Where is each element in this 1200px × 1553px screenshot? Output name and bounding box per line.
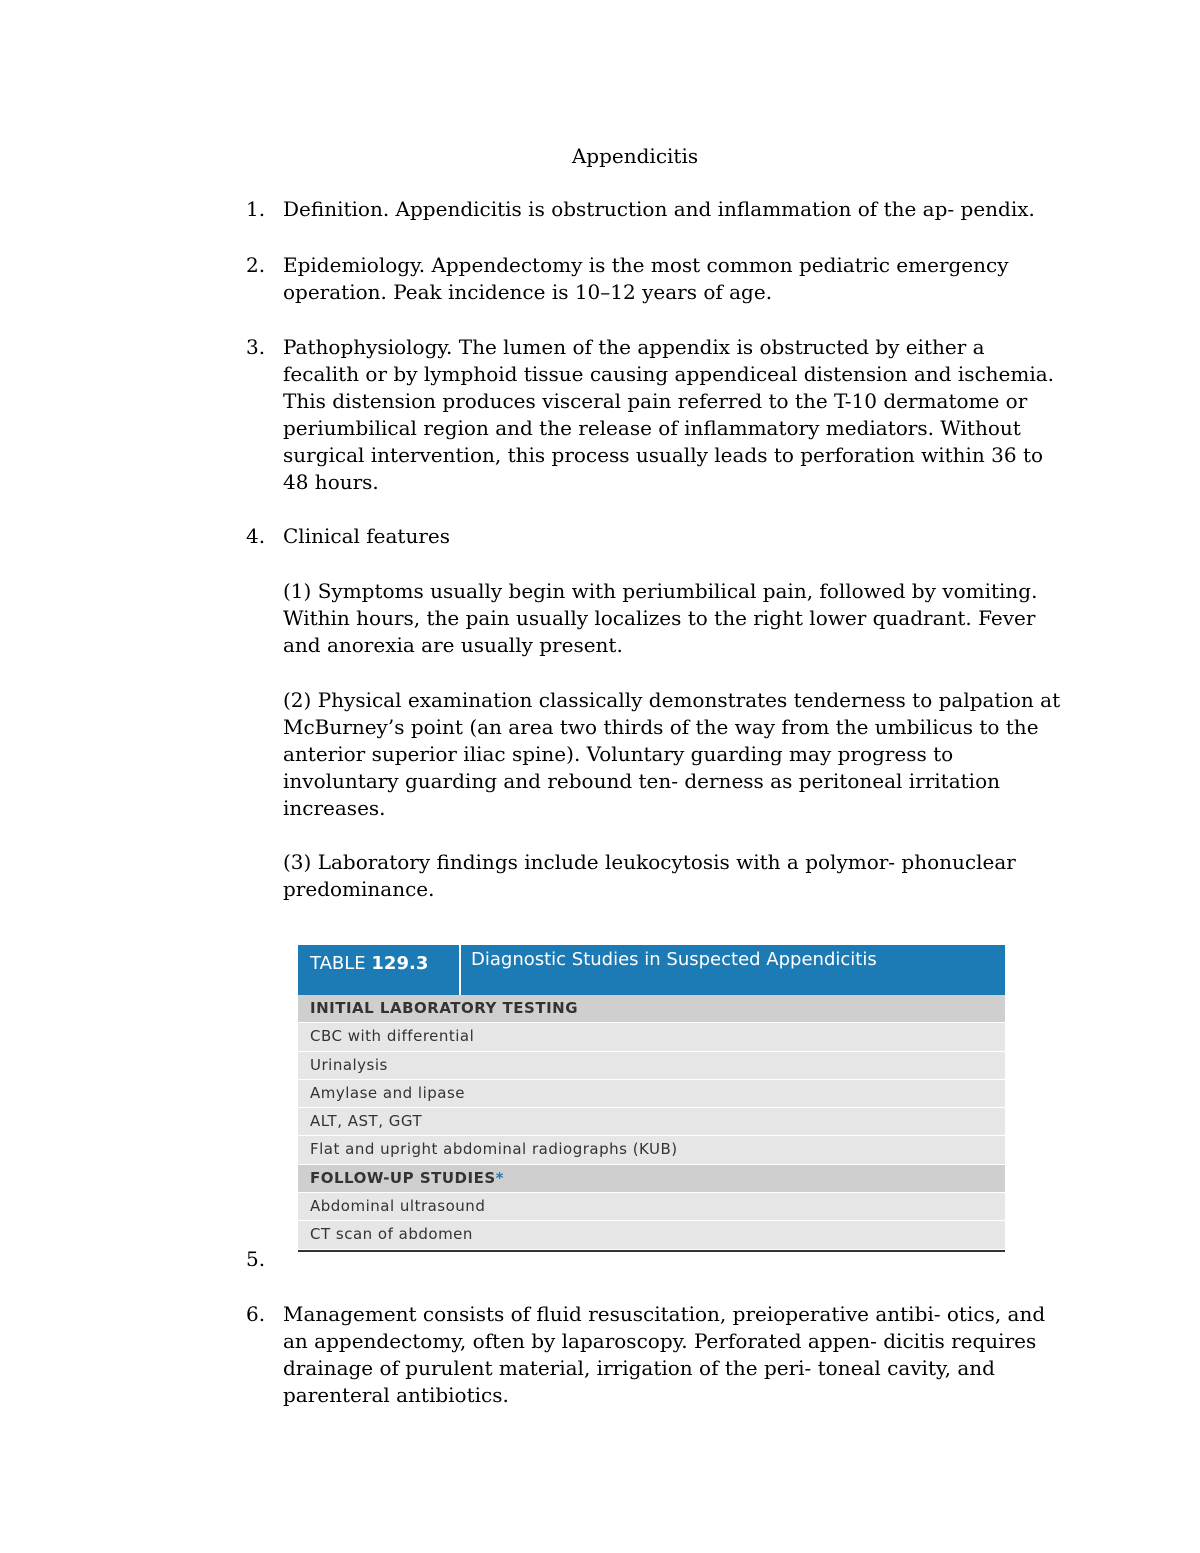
list-item-management	[246, 1301, 1066, 1409]
list-number: 4.	[246, 524, 266, 548]
table-bottom-rule	[298, 1250, 1005, 1252]
footnote-marker: *	[495, 1168, 504, 1187]
list-item-pathophysiology	[246, 334, 1066, 496]
table-row: Flat and upright abdominal radiographs (KUB)	[298, 1136, 1005, 1164]
list-number: 6.	[246, 1302, 266, 1326]
list-number: 5.	[246, 1247, 266, 1271]
table-label	[298, 945, 461, 995]
list-text: Epidemiology. Appendectomy is the most common pediatric emergency operation. Peak incidence is 10–12 years of age.	[283, 253, 1009, 304]
table-row: CT scan of abdomen	[298, 1221, 1005, 1249]
list-text: Management consists of fluid resuscitation, preioperative antibi- otics, and an appendectomy, often by laparoscopy. Perforated appen- dicitis requires drainage of purulent material, irrigation of the peri- toneal cavity, and parenteral antibiotics.	[283, 1302, 1046, 1407]
table-section-heading	[298, 1165, 1005, 1193]
list-text: Pathophysiology. The lumen of the appendix is obstructed by either a fecalith or by lymphoid tissue causing appendiceal distension and ischemia. This distension produces visceral pain referred to the T-10 dermatome or periumbilical region and the release of inflammatory mediators. Without surgical intervention, this process usually leads to perforation within 36 to 48 hours.	[283, 335, 1055, 494]
table-label-prefix: TABLE	[310, 953, 366, 974]
table-row: Amylase and lipase	[298, 1080, 1005, 1108]
table-section-label: FOLLOW-UP STUDIES	[310, 1168, 496, 1187]
table-row: Urinalysis	[298, 1052, 1005, 1080]
list-number: 3.	[246, 335, 266, 359]
list-item-definition	[246, 196, 1066, 223]
list-text: Clinical features	[283, 524, 450, 548]
list-item-clinical-features	[246, 523, 1066, 550]
clinical-feature-symptoms: (1) Symptoms usually begin with periumbilical pain, followed by vomiting. Within hours, the pain usually localizes to the right lower quadrant. Fever and anorexia are usually present.	[283, 579, 1038, 657]
list-text: Definition. Appendicitis is obstruction and inflammation of the ap- pendix.	[283, 197, 1035, 221]
diagnostic-studies-table	[298, 945, 1005, 1267]
list-number: 2.	[246, 253, 266, 277]
table-row: ALT, AST, GGT	[298, 1108, 1005, 1136]
table-row: Abdominal ultrasound	[298, 1193, 1005, 1221]
table-caption: Diagnostic Studies in Suspected Appendicitis	[471, 949, 877, 970]
table-number: 129.3	[371, 953, 429, 974]
list-number: 1.	[246, 197, 266, 221]
table-header	[298, 945, 1005, 995]
table-row: CBC with differential	[298, 1023, 1005, 1051]
page-title: Appendicitis	[571, 144, 699, 168]
clinical-feature-labs: (3) Laboratory findings include leukocytosis with a polymor- phonuclear predominance.	[283, 850, 1016, 901]
list-item-epidemiology	[246, 252, 1066, 306]
clinical-feature-exam: (2) Physical examination classically demonstrates tenderness to palpation at McBurney’s point (an area two thirds of the way from the umbilicus to the anterior superior iliac spine). Voluntary guarding may progress to involuntary guarding and rebound ten- derness as peritoneal irritation increases.	[283, 688, 1061, 820]
table-section-heading: INITIAL LABORATORY TESTING	[298, 995, 1005, 1023]
